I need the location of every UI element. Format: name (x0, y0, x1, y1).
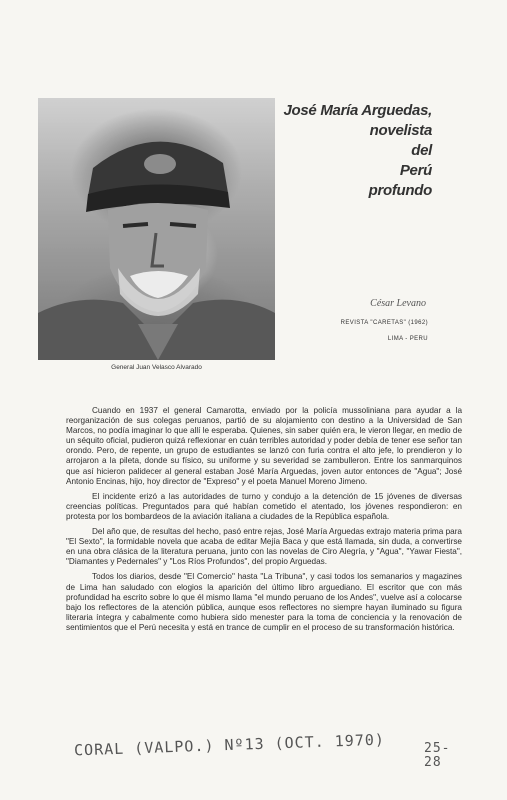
article-title (276, 101, 432, 201)
handwritten-page-numbers (424, 742, 450, 770)
page-number: 28 (424, 755, 442, 770)
article-body (66, 406, 462, 638)
author-name: César Levano (370, 298, 426, 309)
title-line: José María Arguedas, (283, 102, 432, 119)
portrait-illustration (38, 98, 275, 360)
paragraph: Del año que, de resultas del hecho, pasó entre rejas, José María Arguedas extrajo materia prima para "El Sexto", la formidable novela que acaba de editar Mejía Baca y que está llamada, sin duda, a convertirse en una obra clásica de la literatura peruana, junto con las novelas de Ciro Alegría, y "Agua", "Yawar Fiesta", "Diamantes y Pedernales" y "Los Ríos Profundos", del propio Arguedas. (66, 527, 462, 567)
handwritten-note: CORAL (VALPO.) Nº13 (OCT. 1970) (73, 730, 386, 760)
paragraph: El incidente erizó a las autoridades de turno y condujo a la detención de 15 jóvenes de diversas creencias políticas. Preguntados para qué habían cometido el atentado, los jóvenes respondieron: en protesta por los bombardeos de la aviación italiana a ciudades de la República española. (66, 491, 462, 521)
photo-caption: General Juan Velasco Alvarado (111, 364, 202, 371)
source-line: REVISTA "CARETAS" (1962) (340, 320, 428, 326)
title-line: del (411, 142, 432, 159)
paragraph: Cuando en 1937 el general Camarotta, enviado por la policía mussoliniana para ayudar a la reorganización de sus colegas peruanos, partió de su alojamiento con destino a la Universidad de San Marcos, no podía imaginar lo que allí le esperaba. Quienes, sin saber quién era, le vieron llegar, en medio de un séquito oficial, pudieron quizá reflexionar en cuán terribles autoridad y poder debía de tener ese señor tan orondo. Pero, de repente, un grupo de estudiantes se lanzó con furia contra el alto jefe, lo prendieron y lo arrojaron a la pileta, donde su físico, su uniforme y su severidad se zambulleron. Entre los sanmarquinos que así hicieron palidecer al general estaban José María Arguedas, joven autor entonces de "Agua"; José Antonio Encinas, hijo, hoy director de "Expreso" y el poeta Manuel Moreno Jimeno. (66, 406, 462, 486)
title-line: novelista (369, 122, 432, 139)
title-line: Perú (399, 162, 432, 179)
place-line: LIMA - PERU (387, 336, 428, 342)
page-number: 25- (424, 741, 451, 756)
paragraph: Todos los diarios, desde "El Comercio" hasta "La Tribuna", y casi todos los semanarios y magazines de Lima han saludado con elogios la aparición del último libro arguediano. El escritor que con más profundidad ha escrito sobre lo que él mismo llama "el mundo peruano de los Andes", vuelve así a colocarse bajo los reflectores de la atención pública, aunque esos reflectores no siempre hayan iluminado su figura literaria íntegra y cabalmente como hubiera sido menester para la toma de conciencia y la renovación de sentimientos que el Perú necesita y está en trance de cumplir en el proceso de su transformación histórica. (66, 572, 462, 632)
portrait-photo (38, 98, 275, 360)
title-line: profundo (368, 182, 432, 199)
